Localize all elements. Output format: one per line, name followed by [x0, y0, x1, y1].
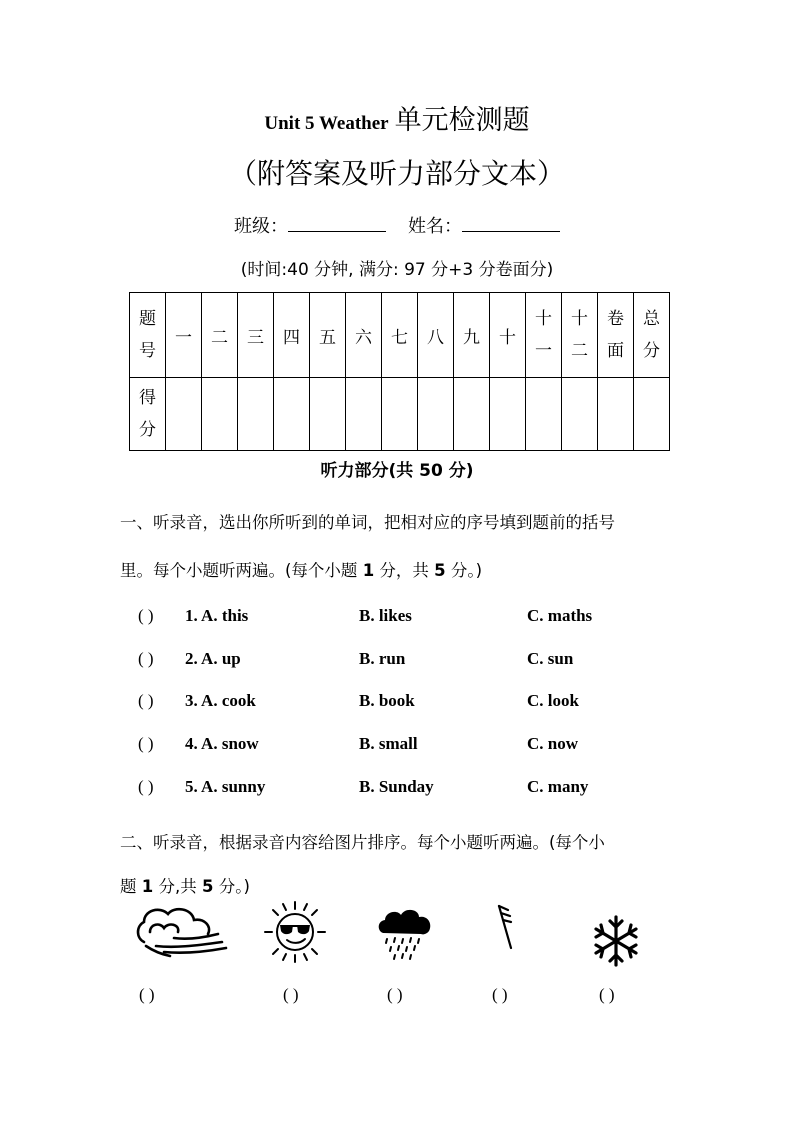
option-b: B. Sunday: [359, 777, 434, 796]
q1-instruction-line1: 一、听录音，选出你所听到的单词，把相对应的序号填到题前的括号: [120, 513, 615, 532]
header-cell-total: 总 分: [634, 293, 670, 378]
option-c: C. look: [527, 691, 579, 710]
header-cell: 五: [310, 293, 346, 378]
score-table-header-row: [130, 293, 670, 378]
sunny-icon: [259, 898, 331, 966]
score-cell[interactable]: [346, 378, 382, 451]
option-b: B. small: [359, 734, 418, 753]
answer-blank[interactable]: ( ): [138, 734, 154, 753]
student-info-line: [0, 212, 794, 238]
score-cell[interactable]: [490, 378, 526, 451]
option-c: C. now: [527, 734, 579, 753]
answer-blank[interactable]: ( ): [138, 649, 154, 668]
option-a: 4. A. snow: [185, 734, 259, 753]
header-cell: 四: [274, 293, 310, 378]
picture-order-blank[interactable]: ( ): [139, 985, 155, 1004]
score-cell[interactable]: [274, 378, 310, 451]
option-b: B. likes: [359, 606, 412, 625]
answer-blank[interactable]: ( ): [138, 606, 154, 625]
picture-order-blank[interactable]: ( ): [599, 985, 615, 1004]
title-english: Unit 5 Weather: [264, 113, 389, 134]
q2-instruction-line1: 二、听录音，根据录音内容给图片排序。每个小题听两遍。(每个小: [120, 833, 605, 852]
header-cell: 一: [166, 293, 202, 378]
header-cell: 九: [454, 293, 490, 378]
rainy-icon: [377, 907, 435, 963]
class-blank[interactable]: [288, 213, 386, 232]
option-b: B. book: [359, 691, 415, 710]
score-cell[interactable]: [526, 378, 562, 451]
header-cell-question-no: 题 号: [130, 293, 166, 378]
exam-time-info: (时间:40 分钟, 满分: 97 分+3 分卷面分): [240, 260, 554, 280]
header-cell: 三: [238, 293, 274, 378]
option-a: 5. A. sunny: [185, 777, 266, 796]
answer-blank[interactable]: ( ): [138, 777, 154, 796]
header-cell: 十: [490, 293, 526, 378]
name-label: 姓名：: [408, 216, 462, 237]
score-cell[interactable]: [166, 378, 202, 451]
picture-order-blank[interactable]: ( ): [492, 985, 508, 1004]
snowflake-icon: [592, 913, 640, 969]
class-label: 班级：: [234, 216, 288, 237]
header-cell: 二: [202, 293, 238, 378]
answer-blank[interactable]: ( ): [138, 691, 154, 710]
header-cell: 十 一: [526, 293, 562, 378]
picture-order-blank[interactable]: ( ): [387, 985, 403, 1004]
title-chinese: 单元检测题: [394, 105, 530, 136]
name-blank[interactable]: [462, 213, 560, 232]
option-c: C. sun: [527, 649, 574, 668]
option-c: C. maths: [527, 606, 593, 625]
score-cell[interactable]: [634, 378, 670, 451]
page-subtitle: （附答案及听力部分文本）: [228, 157, 565, 190]
score-cell[interactable]: [310, 378, 346, 451]
header-cell: 八: [418, 293, 454, 378]
score-cell[interactable]: [382, 378, 418, 451]
header-cell: 六: [346, 293, 382, 378]
page-title: [0, 98, 794, 137]
score-cell[interactable]: [454, 378, 490, 451]
score-row-label: 得 分: [130, 378, 166, 451]
score-table-score-row: [130, 378, 670, 451]
header-cell: 七: [382, 293, 418, 378]
wind-flag-icon: [494, 904, 518, 952]
picture-order-blank[interactable]: ( ): [283, 985, 299, 1004]
listening-section-title: 听力部分(共 50 分): [320, 461, 474, 481]
q1-instruction-line2: 里。每个小题听两遍。(每个小题 1 分，共 5 分。): [120, 561, 483, 580]
score-table: [129, 292, 670, 451]
option-a: 2. A. up: [185, 649, 241, 668]
score-cell[interactable]: [238, 378, 274, 451]
score-cell[interactable]: [562, 378, 598, 451]
option-c: C. many: [527, 777, 589, 796]
windy-icon: [134, 902, 230, 960]
score-cell[interactable]: [418, 378, 454, 451]
q2-instruction-line2: 题 1 分,共 5 分。): [120, 877, 250, 896]
header-cell-paper-neatness: 卷 面: [598, 293, 634, 378]
option-a: 1. A. this: [185, 606, 249, 625]
option-b: B. run: [359, 649, 406, 668]
option-a: 3. A. cook: [185, 691, 256, 710]
score-cell[interactable]: [598, 378, 634, 451]
header-cell: 十 二: [562, 293, 598, 378]
score-cell[interactable]: [202, 378, 238, 451]
